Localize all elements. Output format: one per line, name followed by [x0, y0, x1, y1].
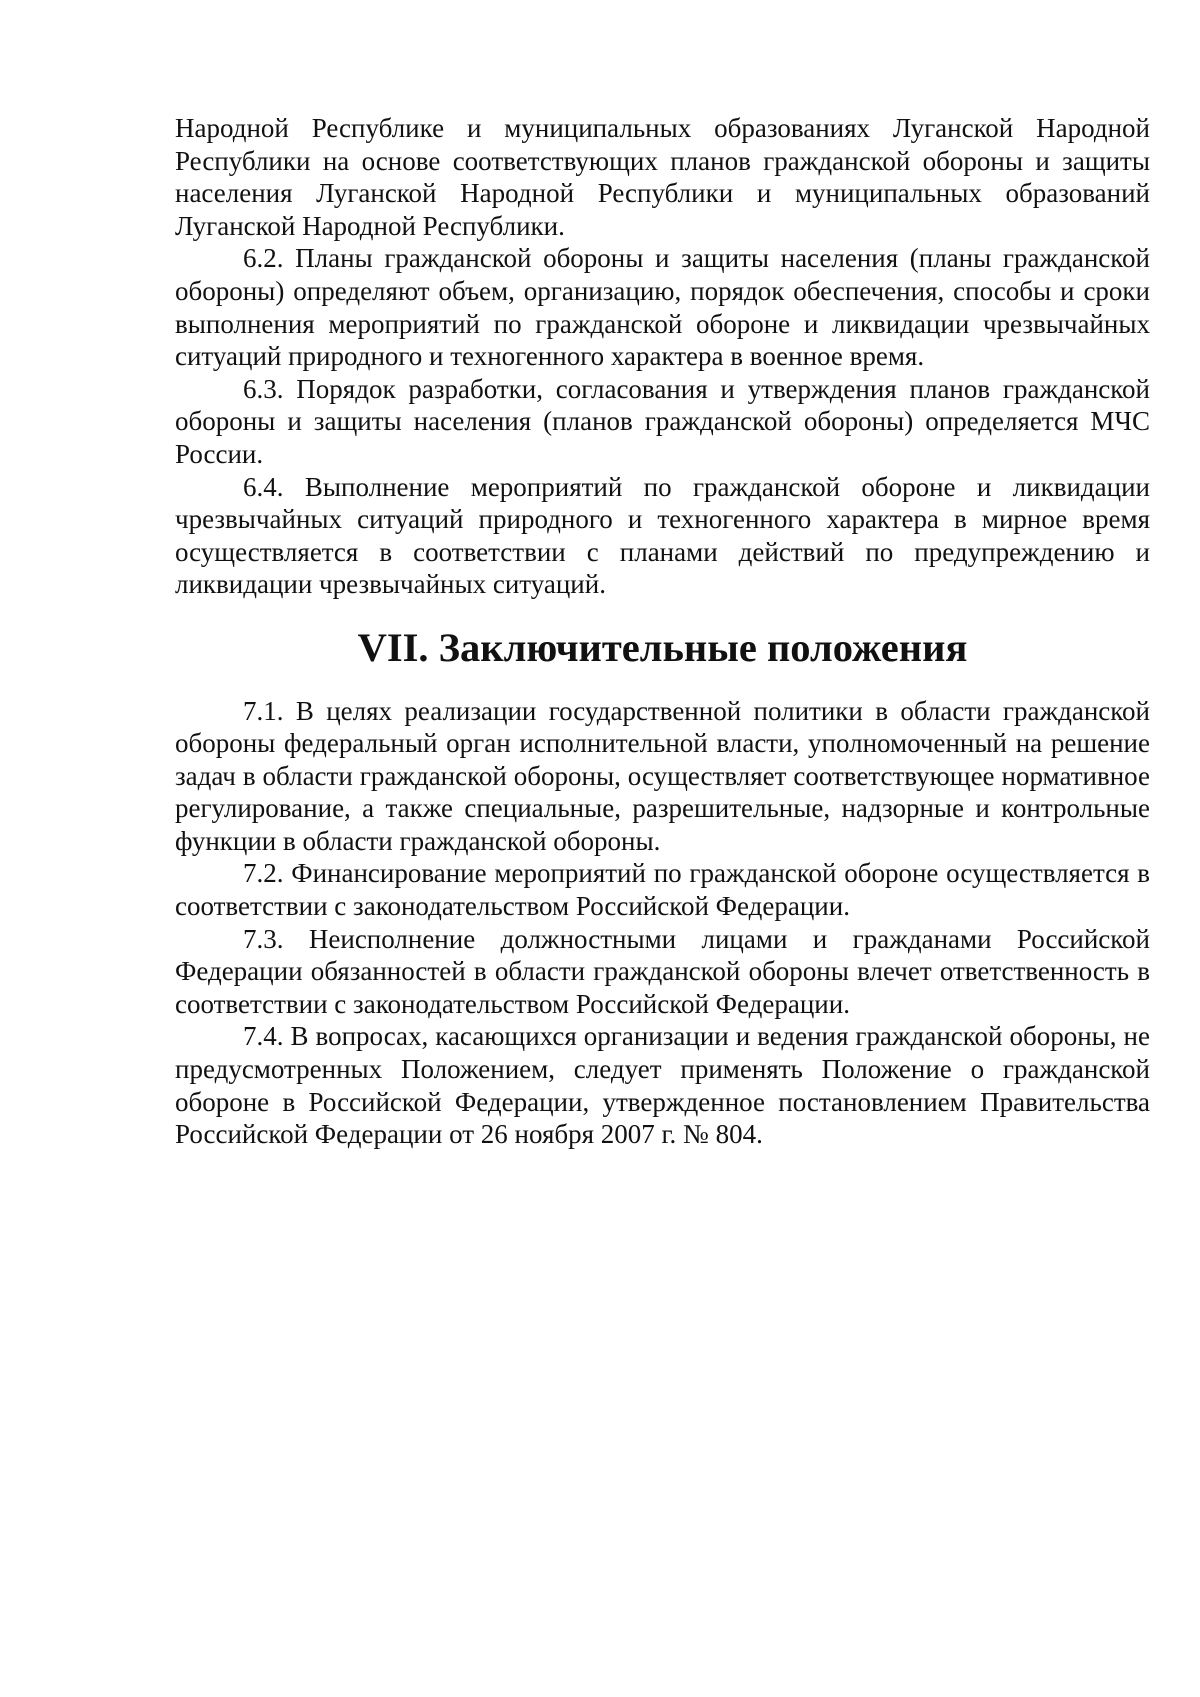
- paragraph-7-2: 7.2. Финансирование мероприятий по гражданской обороне осуществляется в соответствии с законодательством Российской Федерации.: [175, 858, 1150, 922]
- paragraph-6-4: 6.4. Выполнение мероприятий по гражданской обороне и ликвидации чрезвычайных ситуаций природного и техногенного характера в мирное время осуществляется в соответствии с планами действий по предупреждению и ликвидации чрезвычайных ситуаций.: [175, 471, 1150, 600]
- paragraph-6-1-continuation: Народной Республике и муниципальных образованиях Луганской Народной Республики на основе соответствующих планов гражданской обороны и защиты населения Луганской Народной Республики и муниципальных образований Луганской Народной Республики.: [175, 113, 1150, 241]
- section-7-heading: VII. Заключительные положения: [357, 624, 968, 670]
- paragraph-7-1: 7.1. В целях реализации государственной политики в области гражданской обороны федеральный орган исполнительной власти, уполномоченный на решение задач в области гражданской обороны, осуществляет соответствующее нормативное регулирование, а также специальные, разрешительные, надзорные и контрольные функции в области гражданской обороны.: [175, 695, 1150, 856]
- paragraph-6-3: 6.3. Порядок разработки, согласования и утверждения планов гражданской обороны и защиты населения (планов гражданской обороны) определяется МЧС России.: [175, 373, 1150, 469]
- paragraph-6-2: 6.2. Планы гражданской обороны и защиты населения (планы гражданской обороны) определяют объем, организацию, порядок обеспечения, способы и сроки выполнения мероприятий по гражданской обороне и ликвидации чрезвычайных ситуаций природного и техногенного характера в военное время.: [175, 243, 1150, 372]
- paragraph-7-3: 7.3. Неисполнение должностными лицами и гражданами Российской Федерации обязанностей в области гражданской обороны влечет ответственность в соответствии с законодательством Российской Федерации.: [175, 923, 1150, 1019]
- paragraph-7-4: 7.4. В вопросах, касающихся организации и ведения гражданской обороны, не предусмотренных Положением, следует применять Положение о гражданской обороне в Российской Федерации, утвержденное постановлением Правительства Российской Федерации от 26 ноября 2007 г. № 804.: [175, 1021, 1150, 1150]
- document-page: [175, 112, 1150, 1151]
